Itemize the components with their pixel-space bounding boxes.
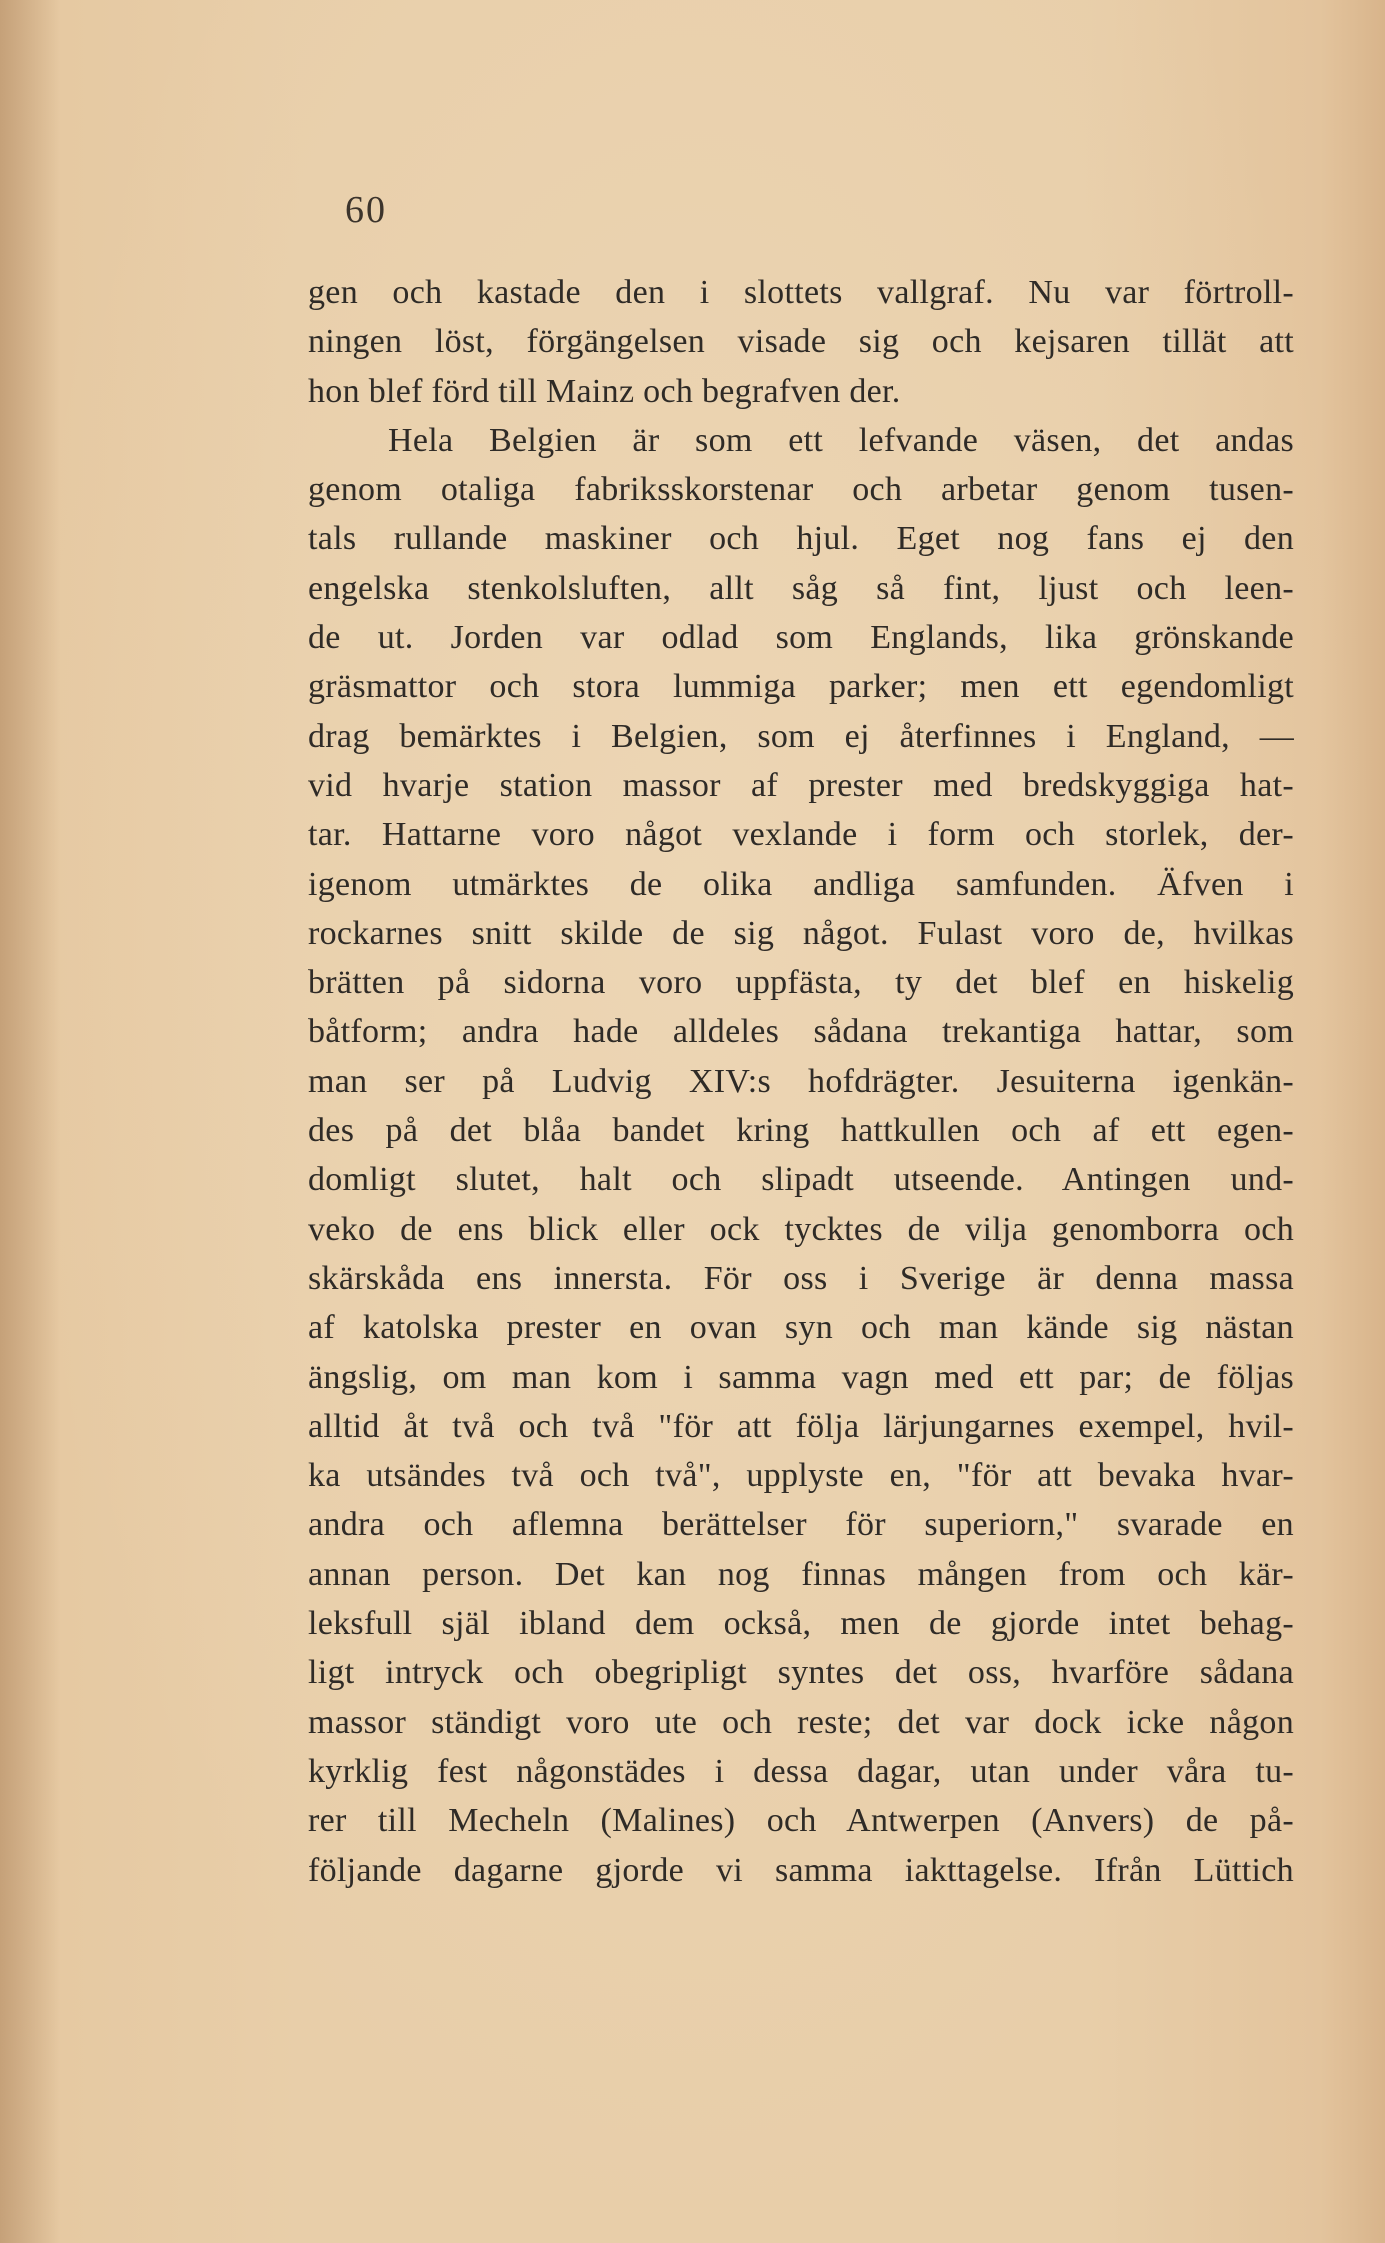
text-line: brätten på sidorna voro uppfästa, ty det blef en hiskelig [308, 964, 1294, 1002]
text-line: igenom utmärktes de olika andliga samfunden. Äfven i [308, 865, 1294, 903]
text-line: de ut. Jorden var odlad som Englands, lika grönskande [308, 619, 1294, 657]
text-line: rockarnes snitt skilde de sig något. Fulast voro de, hvilkas [308, 914, 1294, 952]
text-line: domligt slutet, halt och slipadt utseende. Antingen und- [308, 1161, 1294, 1199]
page-edge-shadow [0, 0, 60, 2243]
text-line: ka utsändes två och två", upplyste en, "för att bevaka hvar- [308, 1457, 1294, 1495]
text-line: genom otaliga fabriksskorstenar och arbetar genom tusen- [308, 471, 1294, 509]
text-line: gen och kastade den i slottets vallgraf. Nu var förtroll- [308, 274, 1294, 311]
text-line: följande dagarne gjorde vi samma iakttagelse. Ifrån Lüttich [308, 1851, 1294, 1889]
text-line: af katolska prester en ovan syn och man kände sig nästan [308, 1309, 1294, 1347]
text-line: gräsmattor och stora lummiga parker; men ett egendomligt [308, 668, 1294, 706]
text-line: ligt intryck och obegripligt syntes det oss, hvarföre sådana [308, 1654, 1294, 1692]
text-line: veko de ens blick eller ock tycktes de vilja genomborra och [308, 1210, 1294, 1248]
text-line: man ser på Ludvig XIV:s hofdrägter. Jesuiterna igenkän- [308, 1062, 1294, 1100]
text-line: massor ständigt voro ute och reste; det var dock icke någon [308, 1703, 1294, 1741]
text-line: annan person. Det kan nog finnas mången from och kär- [308, 1555, 1294, 1593]
page-number: 60 [345, 189, 387, 231]
text-line: kyrklig fest någonstädes i dessa dagar, utan under våra tu- [308, 1752, 1294, 1790]
text-line: ängslig, om man kom i samma vagn med ett par; de följas [308, 1358, 1294, 1396]
text-line: båtform; andra hade alldeles sådana trekantiga hattar, som [308, 1013, 1294, 1051]
text-line: alltid åt två och två "för att följa lärjungarnes exempel, hvil- [308, 1407, 1294, 1445]
text-line: engelska stenkolsluften, allt såg så fint, ljust och leen- [308, 569, 1294, 607]
text-line: tals rullande maskiner och hjul. Eget nog fans ej den [308, 520, 1294, 558]
text-line: vid hvarje station massor af prester med bredskyggiga hat- [308, 766, 1294, 804]
text-line: drag bemärktes i Belgien, som ej återfinnes i England, — [308, 717, 1294, 755]
text-line: skärskåda ens innersta. För oss i Sverige är denna massa [308, 1259, 1294, 1297]
body-text [308, 268, 1294, 1895]
text-line: Hela Belgien är som ett lefvande väsen, det andas [388, 421, 1294, 459]
text-line: des på det blåa bandet kring hattkullen och af ett egen- [308, 1112, 1294, 1150]
text-line: hon blef förd till Mainz och begrafven der. [308, 372, 901, 410]
text-line: leksfull själ ibland dem också, men de gjorde intet behag- [308, 1605, 1294, 1643]
text-line: rer till Mecheln (Malines) och Antwerpen (Anvers) de på- [308, 1802, 1294, 1840]
text-line: ningen löst, förgängelsen visade sig och kejsaren tillät att [308, 323, 1294, 361]
text-line: tar. Hattarne voro något vexlande i form och storlek, der- [308, 816, 1294, 854]
text-line: andra och aflemna berättelser för superiorn," svarade en [308, 1506, 1294, 1544]
